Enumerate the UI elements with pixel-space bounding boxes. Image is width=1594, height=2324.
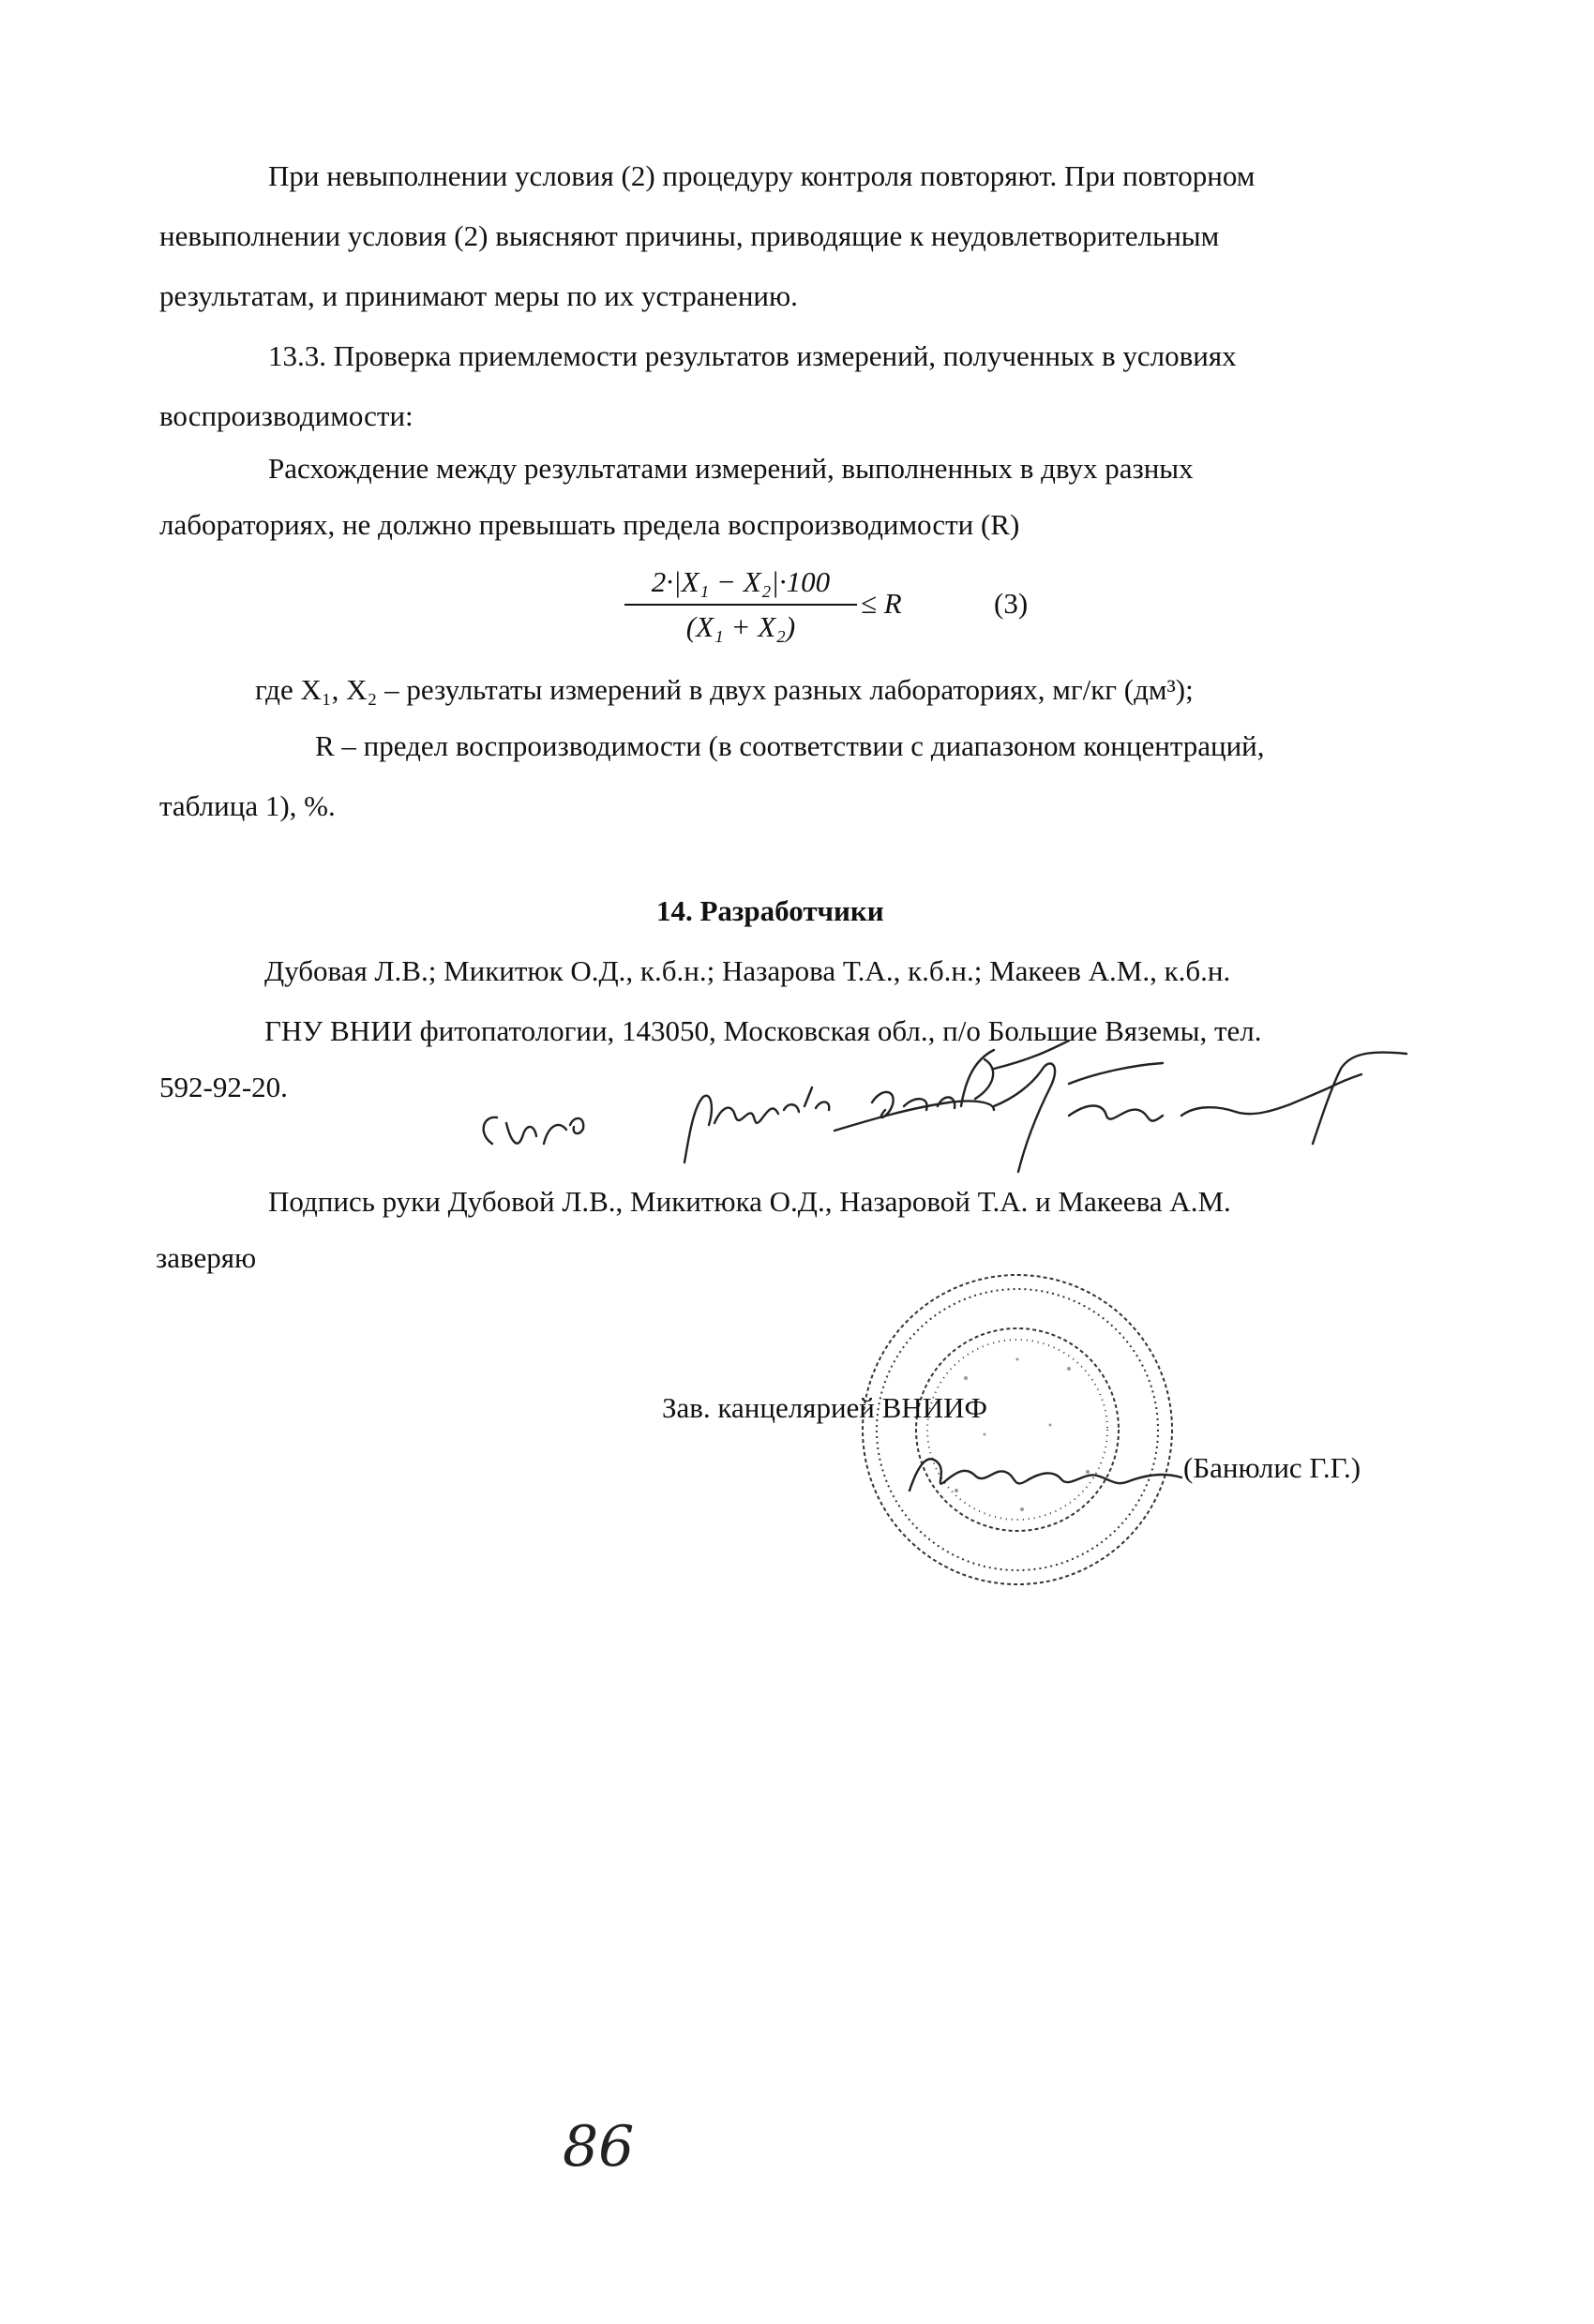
developer-signatures [469,1012,1528,1200]
formula-fraction [619,562,863,647]
paragraph-2-line-1: 13.3. Проверка приемлемости результатов измерений, полученных в условиях [268,339,1237,372]
section-heading: 14. Разработчики [656,894,884,927]
formula-numerator: 2·|X₁ − X₂|·100 [651,565,831,598]
formula-number: (3) [994,587,1029,620]
r-definition-line-2: таблица 1), %. [159,789,336,822]
organization-line-1: ГНУ ВНИИ фитопатологии, 143050, Московская обл., п/о Большие Вяземы, тел. [264,1014,1262,1047]
where-definition: где X₁, X₂ – результаты измерений в двух разных лабораториях, мг/кг (дм³); [255,673,1194,706]
formula-denominator: (X₁ + X₂) [685,610,796,643]
r-definition-line-1: R – предел воспроизводимости (в соответствии с диапазоном концентраций, [315,729,1265,762]
certification-line-1: Подпись руки Дубовой Л.В., Микитюка О.Д., Назаровой Т.А. и Макеева А.М. [268,1185,1231,1218]
organization-line-2: 592-92-20. [159,1071,288,1103]
paragraph-1-line-3: результатам, и принимают меры по их устранению. [159,279,798,312]
paragraph-3-line-1: Расхождение между результатами измерений, выполненных в двух разных [268,452,1194,485]
paragraph-2-line-2: воспроизводимости: [159,399,414,432]
page-number: 86 [563,2114,635,2180]
certification-line-2: заверяю [156,1241,257,1274]
formula-3 [619,562,1069,656]
paragraph-1-line-1: При невыполнении условия (2) процедуру контроля повторяют. При повторном [268,159,1256,192]
formula-relation: ≤ R [861,587,902,620]
authors-line: Дубовая Л.В.; Микитюк О.Д., к.б.н.; Назарова Т.А., к.б.н.; Макеев А.М., к.б.н. [264,954,1231,987]
paragraph-1-line-2: невыполнении условия (2) выясняют причины, приводящие к неудовлетворительным [159,219,1220,252]
official-round-stamp [853,1266,1181,1594]
office-title: Зав. канцелярией ВНИИФ [662,1391,987,1424]
fraction-bar [624,604,857,606]
office-signature [900,1434,1210,1519]
office-head-name: (Банюлис Г.Г.) [1183,1451,1361,1484]
paragraph-3-line-2: лабораториях, не должно превышать предела воспроизводимости (R) [159,508,1020,541]
